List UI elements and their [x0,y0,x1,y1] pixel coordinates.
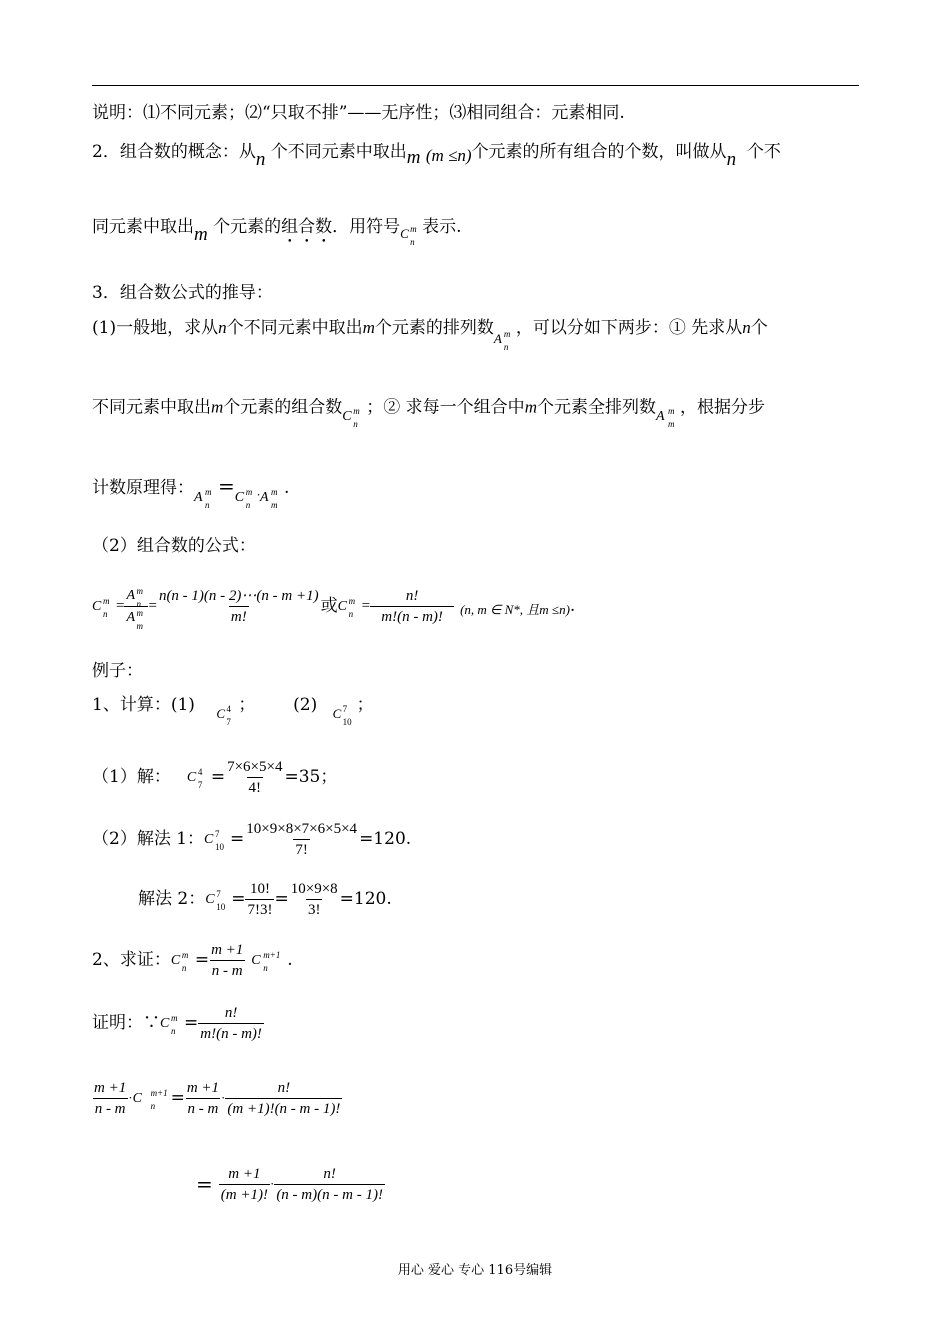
fraction: $\frac{m +1}{n - m}$ [94,1079,127,1117]
examples-label: 例子： [92,661,143,681]
combination-symbol: C 7 10 [332,704,352,727]
definition-line-1: 2．组合数的概念：从n 个不同元素中取出m (m ≤n)个元素的所有组合的个数，叫做从n 个不 [92,142,781,170]
page-footer: 用心 爱心 专心 116号编辑 [397,1263,553,1278]
proof-line-2: $\frac{m +1}{n - m}$ · C m+1 n = $\frac{m +1}{n - m}$ · $\frac{n!}{(m +1)!(n - m - 1)!}$ [94,1079,341,1117]
solution-2-method-1: （2）解法 1： C 7 10 = $\frac{10\times 9\times 8\times 7\times 6\times 5\times 4}{7!}$ =120. [92,820,412,858]
combination-formula: C m n = A m n A m m = $\frac{n(n - 1)(n - 2)\cdots(n - m +1)}{m!}$ 或 C m n = $\frac{n!}{m!(n - m)!}$ (n, m ∈ N*, 且m ≤n) . [92,585,576,631]
permutation-symbol: A m n [493,329,511,352]
fraction: $\frac{n!}{(m +1)!(n - m - 1)!}$ [227,1079,341,1117]
permutation-symbol: A m n [194,486,212,510]
fraction: $\frac{n(n - 1)(n - 2)\cdots(n - m +1)}{m!}$ [158,587,319,625]
fraction: $\frac{n!}{m!(n - m)!}$ [200,1004,262,1042]
emphasized-term: 组合数 [281,217,333,237]
combination-symbol: C 7 10 [204,829,225,852]
combination-symbol: C m n [337,596,356,619]
fraction: A m n A m m [124,585,148,626]
proof-line-3: = $\frac{m +1}{(m +1)!}$ · $\frac{n!}{(n - m)(n - m - 1)!}$ [196,1165,383,1203]
derivation-line-1: (1)一般地，求从n个不同元素中取出m个元素的排列数A m n ，可以分如下两步：① 先求从n个 [92,318,768,352]
section-heading: 3．组合数公式的推导： [92,283,273,303]
combination-symbol: C m n [170,950,189,973]
solution-2-method-2: 解法 2： C 7 10 = $\frac{10!}{7!3!}$ = $\frac{10\times 9\times 8}{3!}$ =120. [138,880,392,918]
header-rule [92,85,859,86]
permutation-symbol: A m m [260,486,278,510]
fraction: $\frac{10\times 9\times 8\times 7\times 6\times 5\times 4}{7!}$ [246,820,358,858]
derivation-line-2: 不同元素中取出m个元素的组合数C m n ；② 求每一个组合中m个元素全排列数A m m ，根据分步 [92,397,765,429]
note-line: 说明：⑴不同元素；⑵“只取不排”——无序性；⑶相同组合：元素相同. [92,103,625,123]
combination-symbol: C m n [160,1013,178,1036]
permutation-symbol: A m m [655,406,675,429]
multiplication-principle-line: 计数原理得：A m n =C m n $_\cdot$A m m . [92,474,290,510]
combination-symbol: C m+1 n [132,1088,168,1111]
fraction: $\frac{m +1}{(m +1)!}$ [220,1165,268,1203]
combination-symbol: C m n [234,486,253,510]
fraction: $\frac{m +1}{n - m}$ [186,1079,220,1117]
fraction: $\frac{m +1}{n - m}$ [211,941,244,979]
combination-symbol: C m n [342,406,360,429]
solution-1: （1）解： C 4 7 = $\frac{7\times 6\times 5\times 4}{4!}$ =35； [92,758,338,796]
proof-line-1: 证明：∵ C m n = $\frac{n!}{m!(n - m)!}$ [92,1004,262,1042]
combination-symbol: C 7 10 [205,889,226,912]
fraction: $\frac{n!}{(n - m)(n - m - 1)!}$ [276,1165,383,1203]
definition-line-2: 同元素中取出m 个元素的组合数．用符号C m n 表示. [92,217,462,247]
example-1: 1、计算：(1) C 4 7 ； (2) C 7 10 ； [92,695,374,727]
example-2: 2、求证： C m n = $\frac{m +1}{n - m}$ C m+1 n . [92,941,293,979]
combination-symbol: C m n [92,596,110,619]
fraction: $\frac{n!}{m!(n - m)!}$ [370,587,454,626]
combination-symbol: C m n [400,224,417,247]
fraction: $\frac{10!}{7!3!}$ [247,880,273,918]
combination-symbol: C 4 7 [216,704,231,727]
combination-symbol: C 4 7 [186,767,203,790]
combination-symbol: C m+1 n [251,950,281,973]
fraction: $\frac{7\times 6\times 5\times 4}{4!}$ [227,758,283,796]
formula-heading: （2）组合数的公式： [92,536,256,556]
fraction: $\frac{10\times 9\times 8}{3!}$ [290,880,338,918]
